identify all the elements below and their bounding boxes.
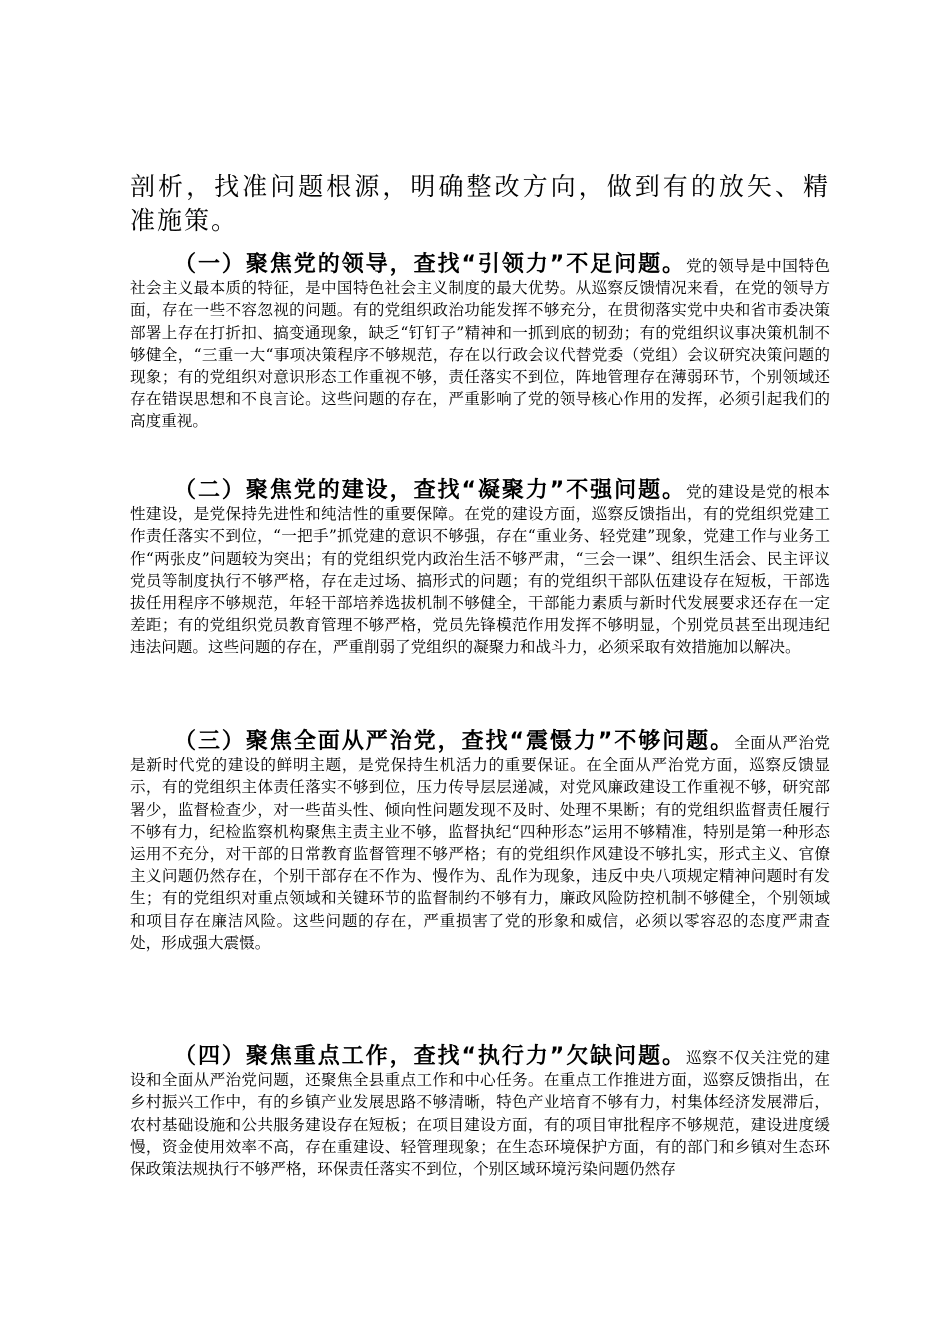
section-1-body: 党的领导是中国特色社会主义最本质的特征，是中国特色社会主义制度的最大优势。从巡察反馈情况来看，在党的领导方面，存在一些不容忽视的问题。有的党组织政治功能发挥不够充分，在贯彻落实党中央和省市委决策部署上存在打折扣、搞变通现象，缺乏“钉钉子”精神和一抓到底的韧劲；有的党组织议事决策机制不够健全，“三重一大“事项决策程序不够规范，存在以行政会议代替党委（党组）会议研究决策问题的现象；有的党组织对意识形态工作重视不够，责任落实不到位，阵地管理存在薄弱环节，个别领域还存在错误思想和不良言论。这些问题的存在，严重影响了党的领导核心作用的发挥，必须引起我们的高度重视。 — [130, 257, 830, 431]
section-4-heading: （四）聚焦重点工作，查找“执行力”欠缺问题。 — [174, 1044, 686, 1069]
section-3-heading: （三）聚焦全面从严治党，查找“震慑力”不够问题。 — [174, 729, 735, 754]
section-1-heading: （一）聚焦党的领导，查找“引领力”不足问题。 — [174, 252, 686, 277]
section-2-body: 党的建设是党的根本性建设，是党保持先进性和纯洁性的重要保障。在党的建设方面，巡察反馈指出，有的党组织党建工作责任落实不到位，“一把手”抓党建的意识不够强，存在“重业务、轻党建”现象，党建工作与业务工作“两张皮”问题较为突出；有的党组织党内政治生活不够严肃，“三会一课”、组织生活会、民主评议党员等制度执行不够严格，存在走过场、搞形式的问题；有的党组织干部队伍建设存在短板，干部选拔任用程序不够规范，年轻干部培养选拔机制不够健全，干部能力素质与新时代发展要求还存在一定差距；有的党组织党员教育管理不够严格，党员先锋模范作用发挥不够明显，个别党员甚至出现违纪违法问题。这些问题的存在，严重削弱了党组织的凝聚力和战斗力，必须采取有效措施加以解决。 — [130, 483, 830, 657]
section-3-paragraph — [130, 731, 830, 954]
section-1-paragraph — [130, 254, 830, 433]
section-4-paragraph — [130, 1046, 830, 1180]
section-2-heading: （二）聚焦党的建设，查找“凝聚力”不强问题。 — [174, 478, 686, 503]
section-3-body: 全面从严治党是新时代党的建设的鲜明主题，是党保持生机活力的重要保证。在全面从严治党方面，巡察反馈显示，有的党组织主体责任落实不够到位，压力传导层层递减，对党风廉政建设工作重视不够，研究部署少，监督检查少，对一些苗头性、倾向性问题发现不及时、处理不果断；有的党组织监督责任履行不够有力，纪检监察机构聚焦主责主业不够，监督执纪“四种形态”运用不够精准，特别是第一种形态运用不充分，对干部的日常教育监督管理不够严格；有的党组织作风建设不够扎实，形式主义、官僚主义问题仍然存在，个别干部存在不作为、慢作为、乱作为现象，违反中央八项规定精神问题时有发生；有的党组织对重点领域和关键环节的监督制约不够有力，廉政风险防控机制不够健全，个别领域和项目存在廉洁风险。这些问题的存在，严重损害了党的形象和威信，必须以零容忍的态度严肃查处，形成强大震慑。 — [130, 734, 830, 952]
intro-paragraph: 剖析，找准问题根源，明确整改方向，做到有的放矢、精准施策。 — [130, 172, 830, 235]
section-4-body: 巡察不仅关注党的建设和全面从严治党问题，还聚焦全县重点工作和中心任务。在重点工作推进方面，巡察反馈指出，在乡村振兴工作中，有的乡镇产业发展思路不够清晰，特色产业培育不够有力，村集体经济发展滞后，农村基础设施和公共服务建设存在短板；在项目建设方面，有的项目审批程序不够规范，建设进度缓慢，资金使用效率不高，存在重建设、轻管理现象；在生态环境保护方面，有的部门和乡镇对生态环保政策法规执行不够严格，环保责任落实不到位，个别区域环境污染问题仍然存 — [130, 1049, 830, 1179]
section-2-paragraph — [130, 480, 830, 659]
